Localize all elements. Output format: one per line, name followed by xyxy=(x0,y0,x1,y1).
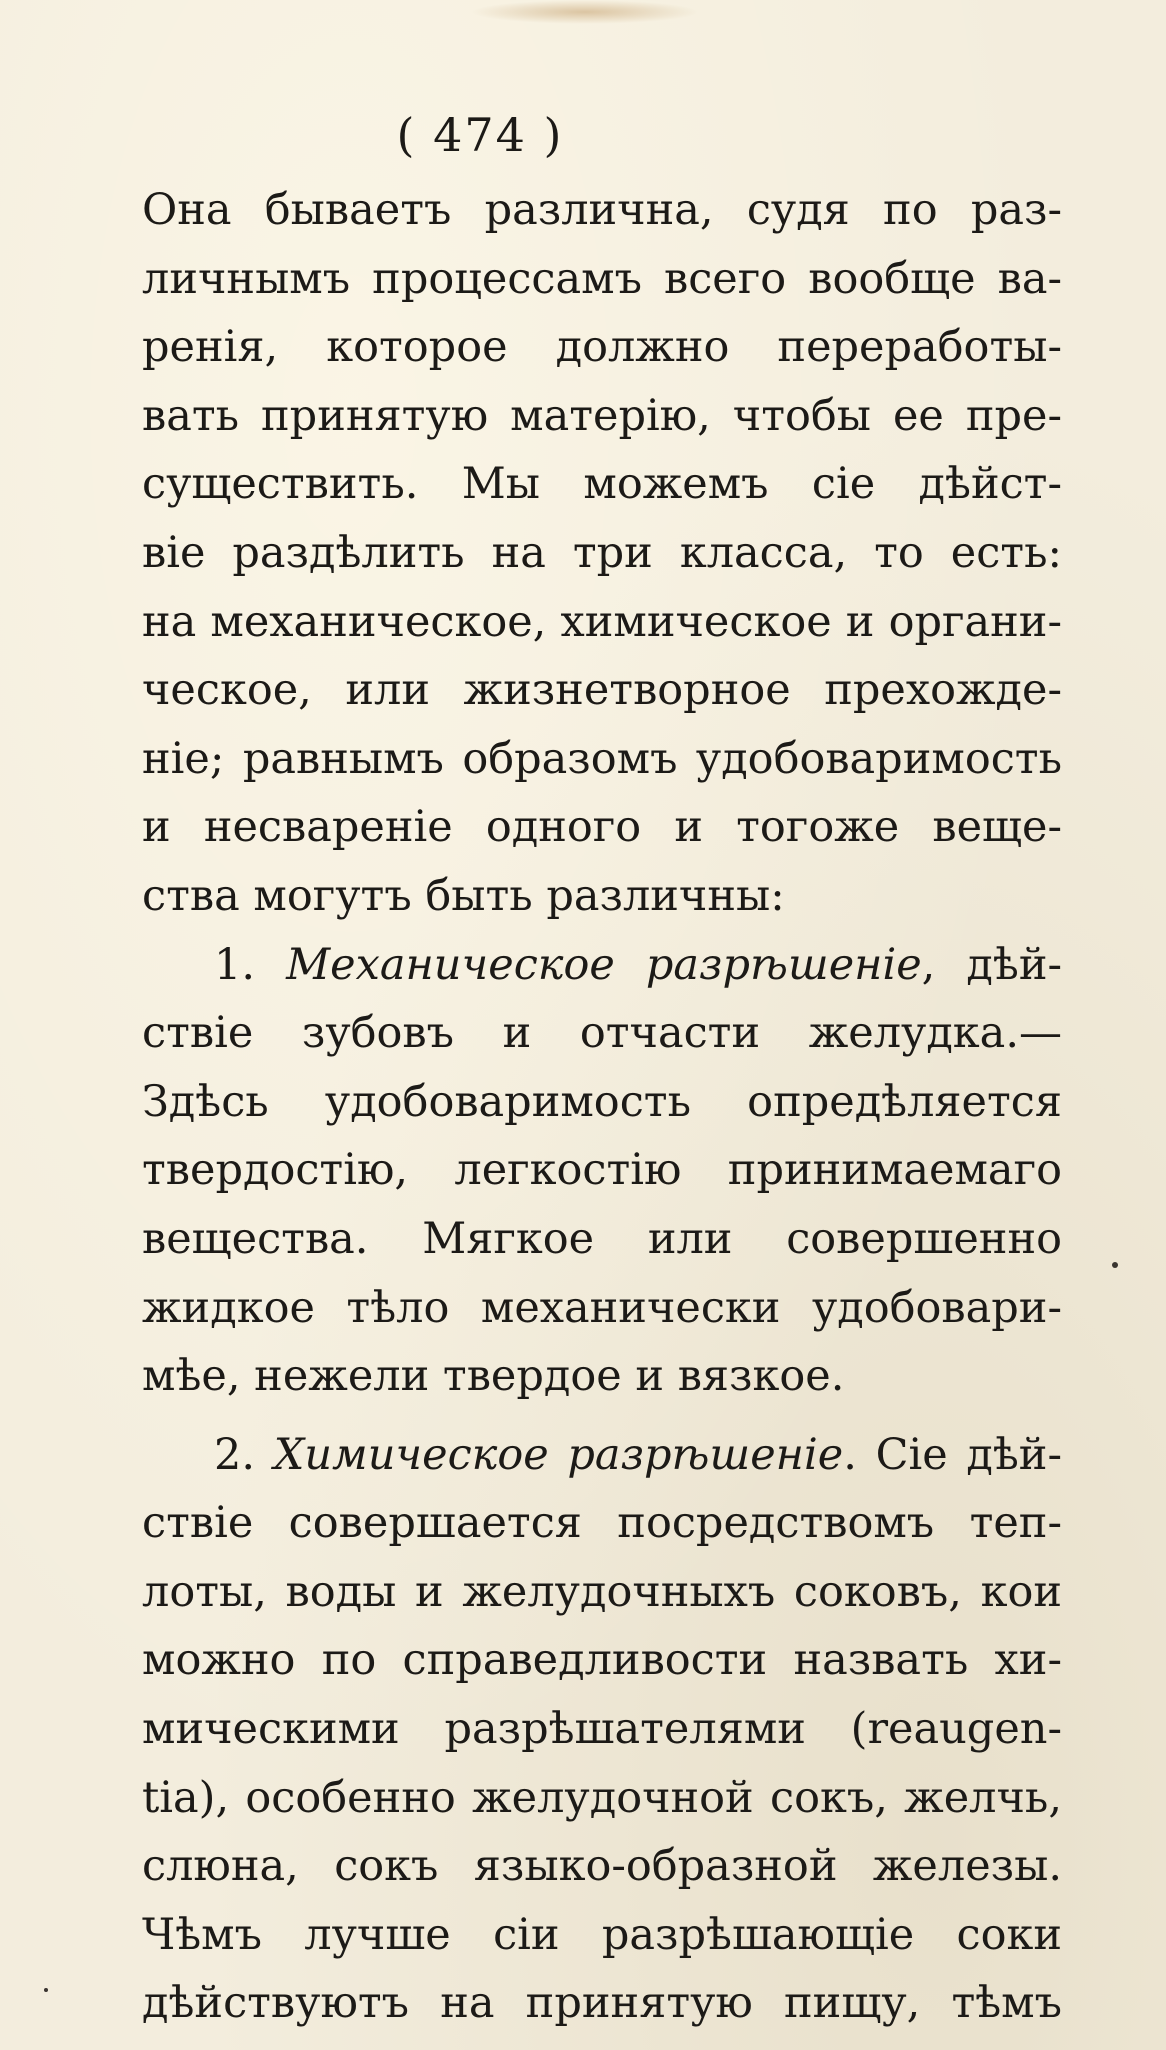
item-2-heading-line xyxy=(142,1421,1062,1490)
paper-speck xyxy=(1112,1262,1118,1268)
item-2-title: Химическое разрѣшеніе xyxy=(273,1429,844,1480)
item-1-heading-line xyxy=(142,931,1062,1000)
item-1-title: Механическое разрѣшеніе xyxy=(286,939,922,990)
text-line: существить. Мы можемъ сіе дѣйст- xyxy=(142,459,1062,510)
text-line: Она бываетъ различна, судя по раз- xyxy=(142,185,1062,235)
text-line: дѣйствуютъ на принятую пищу, тѣмъ xyxy=(142,1978,1062,2029)
text-line: Здѣсь удобоваримость опредѣляется xyxy=(142,1076,1062,1127)
item-1-number: 1. xyxy=(214,939,256,990)
paper-stain xyxy=(470,0,700,24)
text-line: tia), особенно желудочной сокъ, желчь, xyxy=(142,1772,1062,1823)
text-line: віе раздѣлить на три класса, то есть: xyxy=(142,527,1062,578)
text-line: слюна, сокъ языко-образной железы. xyxy=(142,1841,1062,1892)
item-2-heading-rest: . Сіе дѣй- xyxy=(843,1429,1062,1480)
text-line: вещества. Мягкое или совершенно xyxy=(142,1213,1062,1264)
text-line: ствіе зубовъ и отчасти желудка.— xyxy=(142,1008,1062,1059)
paper-speck xyxy=(44,1988,48,1992)
text-line: вать принятую матерію, чтобы ее пре- xyxy=(142,390,1062,441)
text-line: личнымъ процессамъ всего вообще ва- xyxy=(142,253,1062,304)
text-line: Чѣмъ лучше сіи разрѣшающіе соки xyxy=(142,1909,1062,1960)
text-line: мѣе, нежели твердое и вязкое. xyxy=(142,1351,845,1402)
text-line: ства могутъ быть различны: xyxy=(142,870,785,921)
text-line: ніе; равнымъ образомъ удобоваримость xyxy=(142,733,1062,784)
text-line: ческое, или жизнетворное прехожде- xyxy=(142,665,1062,716)
body-text xyxy=(142,176,1062,2038)
text-line: твердостію, легкостію принимаемаго xyxy=(142,1145,1062,1196)
item-2-number: 2. xyxy=(214,1429,256,1480)
text-line: лоты, воды и желудочныхъ соковъ, кои xyxy=(142,1566,1062,1617)
text-line: мическими разрѣшателями (reaugen- xyxy=(142,1704,1062,1755)
text-line: можно по справедливости назвать хи- xyxy=(142,1635,1062,1686)
text-line: и несвареніе одного и тогоже веще- xyxy=(142,802,1062,853)
text-line: ренія, которое должно переработы- xyxy=(142,322,1062,373)
item-1-heading-rest: , дѣй- xyxy=(921,939,1063,990)
text-line: на механическое, химическое и органи- xyxy=(142,596,1062,647)
text-line: ствіе совершается посредствомъ теп- xyxy=(142,1498,1062,1549)
page-number: ( 474 ) xyxy=(396,108,564,162)
text-line: жидкое тѣло механически удобовари- xyxy=(142,1282,1062,1333)
